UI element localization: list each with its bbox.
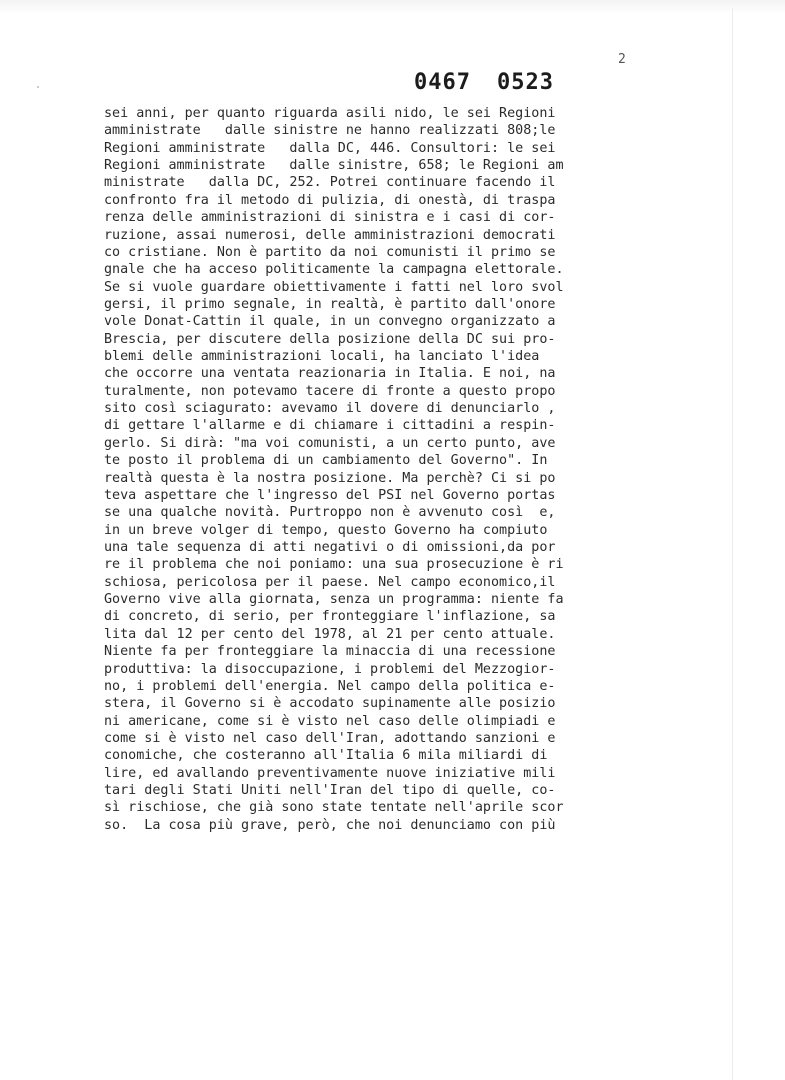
text-line: di concreto, di serio, per fronteggiare l'inflazione, sa [104, 609, 556, 625]
document-codes [414, 70, 554, 95]
text-line: co cristiane. Non è partito da noi comunisti il primo se [104, 244, 556, 260]
text-line: che occorre una ventata reazionaria in Italia. E noi, na [104, 366, 556, 382]
text-line: vole Donat-Cattin il quale, in un convegno organizzato a [104, 314, 556, 330]
text-line: lita dal 12 per cento del 1978, al 21 per cento attuale. [104, 626, 556, 642]
text-line: Niente fa per fronteggiare la minaccia di una recessione [104, 644, 556, 660]
text-line: gersi, il primo segnale, in realtà, è partito dall'onore [104, 296, 556, 312]
text-line: una tale sequenza di atti negativi o di omissioni,da por [104, 539, 556, 555]
text-line: turalmente, non potevamo tacere di fronte a questo propo [104, 383, 556, 399]
document-code-second: 0523 [496, 70, 554, 95]
text-line: confronto fra il metodo di pulizia, di onestà, di traspa [104, 192, 556, 208]
body-text [104, 105, 624, 834]
text-line: Regioni amministrate dalla DC, 446. Consultori: le sei [104, 140, 556, 156]
text-line: sì rischiose, che già sono state tentate nell'aprile scor [104, 800, 564, 816]
text-line: come si è visto nel caso dell'Iran, adottando sanzioni e [104, 730, 556, 746]
document-code-first: 0467 [414, 70, 471, 95]
text-line: ni americane, come si è visto nel caso delle olimpiadi e [104, 713, 556, 729]
scan-right-edge [732, 8, 733, 1080]
text-line: gnale che ha acceso politicamente la campagna elettorale. [104, 262, 564, 278]
text-line: no, i problemi dell'energia. Nel campo della politica e- [104, 678, 556, 694]
text-line: Se si vuole guardare obiettivamente i fatti nel loro svol [104, 279, 564, 295]
text-line: in un breve volger di tempo, questo Governo ha compiuto [104, 522, 548, 538]
text-line: amministrate dalle sinistre ne hanno realizzati 808;le [104, 123, 556, 139]
text-line: lire, ed avallando preventivamente nuove iniziative mili [104, 765, 556, 781]
text-line: conomiche, che costeranno all'Italia 6 mila miliardi di [104, 748, 548, 764]
text-line: Brescia, per discutere della posizione della DC sui pro- [104, 331, 556, 347]
text-line: realtà questa è la nostra posizione. Ma perchè? Ci si po [104, 470, 556, 486]
text-line: Regioni amministrate dalle sinistre, 658; le Regioni am [104, 158, 564, 174]
text-line: teva aspettare che l'ingresso del PSI nel Governo portas [104, 487, 556, 503]
page-number: 2 [618, 52, 626, 67]
text-line: sei anni, per quanto riguarda asili nido, le sei Regioni [104, 106, 556, 121]
scan-speck [37, 86, 39, 88]
text-line: Governo vive alla giornata, senza un programma: niente fa [104, 592, 564, 608]
text-line: re il problema che noi poniamo: una sua prosecuzione è ri [104, 557, 564, 573]
text-line: te posto il problema di un cambiamento del Governo". In [104, 453, 548, 469]
text-line: ruzione, assai numerosi, delle amministrazioni democrati [104, 227, 556, 243]
text-line: so. La cosa più grave, però, che noi denunciamo con più [104, 817, 556, 833]
text-line: renza delle amministrazioni di sinistra e i casi di cor- [104, 210, 556, 226]
text-line: se una qualche novità. Purtroppo non è avvenuto così e, [104, 505, 556, 521]
text-line: ministrate dalla DC, 252. Potrei continuare facendo il [104, 175, 556, 191]
text-line: produttiva: la disoccupazione, i problemi del Mezzogior- [104, 661, 556, 677]
text-line: gerlo. Si dirà: "ma voi comunisti, a un certo punto, ave [104, 435, 556, 451]
text-line: tari degli Stati Uniti nell'Iran del tipo di quelle, co- [104, 783, 556, 799]
text-line: stera, il Governo si è accodato supinamente alle posizio [104, 696, 556, 712]
scan-top-shadow [0, 0, 785, 14]
text-line: blemi delle amministrazioni locali, ha lanciato l'idea [104, 349, 540, 365]
text-line: schiosa, pericolosa per il paese. Nel campo economico,il [104, 574, 556, 590]
text-line: sito così sciagurato: avevamo il dovere di denunciarlo , [104, 401, 556, 417]
text-line: di gettare l'allarme e di chiamare i cittadini a respin- [104, 418, 556, 434]
